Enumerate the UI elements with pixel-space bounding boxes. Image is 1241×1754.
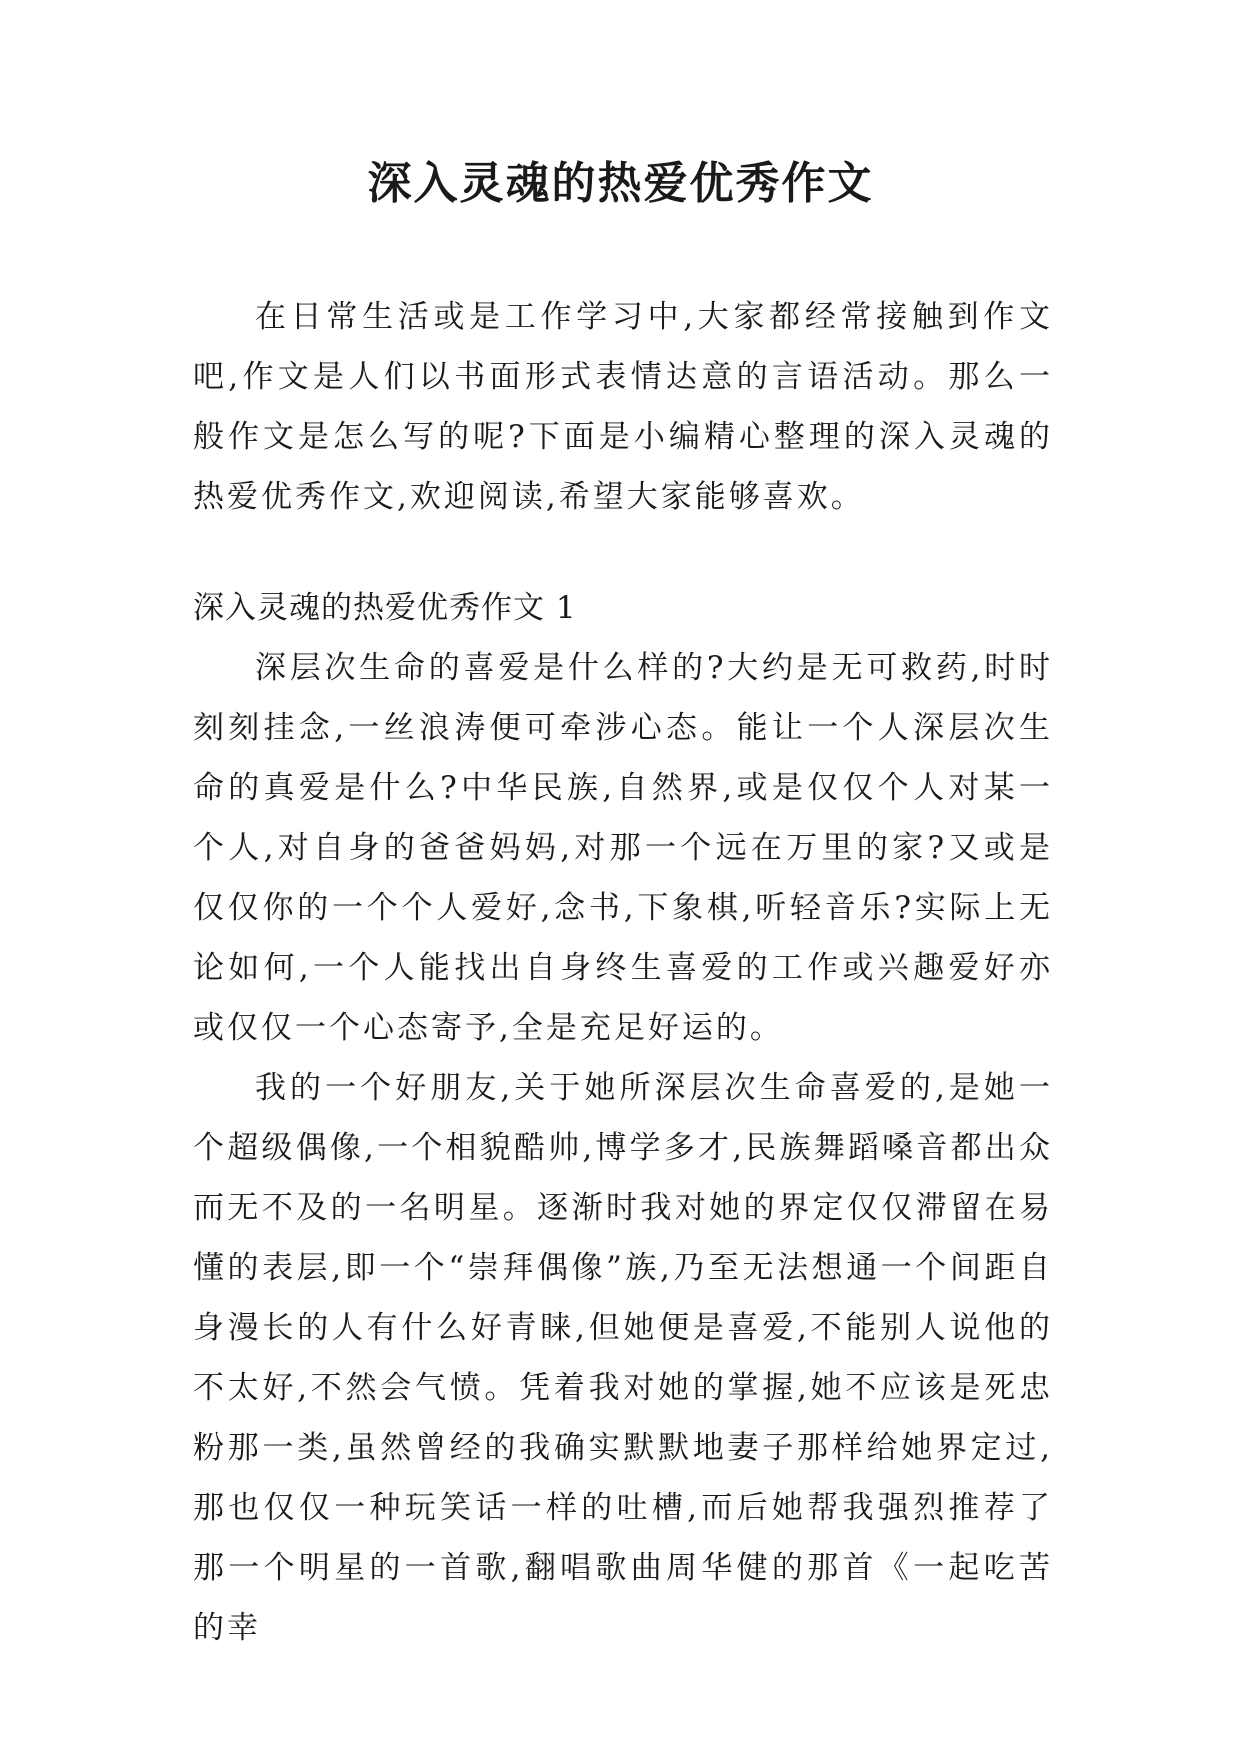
intro-paragraph: 在日常生活或是工作学习中,大家都经常接触到作文吧,作文是人们以书面形式表情达意的言语活动。那么一般作文是怎么写的呢?下面是小编精心整理的深入灵魂的热爱优秀作文,欢迎阅读,希望大家能够喜欢。 [193, 299, 1053, 515]
section-heading: 深入灵魂的热爱优秀作文 1 [193, 590, 577, 626]
document-title: 深入灵魂的热爱优秀作文 [367, 158, 874, 209]
intro-block [193, 287, 1053, 527]
body-paragraph-2: 我的一个好朋友,关于她所深层次生命喜爱的,是她一个超级偶像,一个相貌酷帅,博学多才,民族舞蹈嗓音都出众而无不及的一名明星。逐渐时我对她的界定仅仅滞留在易懂的表层,即一个“崇拜偶像”族,乃至无法想通一个间距自身漫长的人有什么好青睐,但她便是喜爱,不能别人说他的不太好,不然会气愤。凭着我对她的掌握,她不应该是死忠粉那一类,虽然曾经的我确实默默地妻子那样给她界定过,那也仅仅一种玩笑话一样的吐槽,而后她帮我强烈推荐了那一个明星的一首歌,翻唱歌曲周华健的那首《一起吃苦的幸 [193, 1070, 1053, 1646]
body-paragraph-1: 深层次生命的喜爱是什么样的?大约是无可救药,时时刻刻挂念,一丝浪涛便可牵涉心态。能让一个人深层次生命的真爱是什么?中华民族,自然界,或是仅仅个人对某一个人,对自身的爸爸妈妈,对那一个远在万里的家?又或是仅仅你的一个个人爱好,念书,下象棋,听轻音乐?实际上无论如何,一个人能找出自身终生喜爱的工作或兴趣爱好亦或仅仅一个心态寄予,全是充足好运的。 [193, 650, 1053, 1046]
essay-section-1 [193, 578, 1053, 1658]
